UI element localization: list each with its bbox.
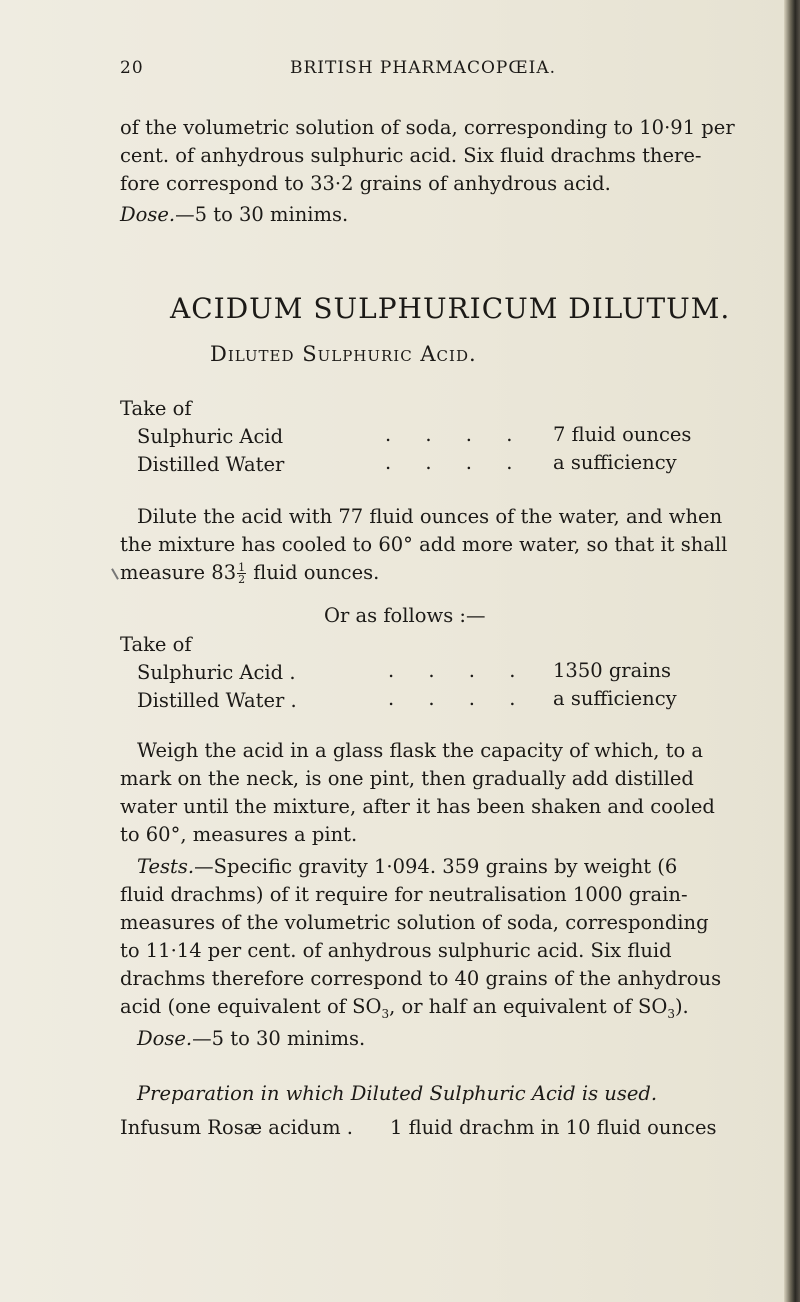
tests-line-6 <box>120 993 689 1028</box>
page-number: 20 <box>120 58 144 78</box>
monograph-subheading: Diluted Sulphuric Acid. <box>210 342 477 366</box>
page-edge <box>784 0 800 1302</box>
running-head <box>0 58 800 82</box>
instructions1-line-2: the mixture has cooled to 60° add more water, so that it shall <box>120 533 728 556</box>
running-title: BRITISH PHARMACOPŒIA. <box>290 58 557 78</box>
recipe1-item-name: Distilled Water <box>137 453 285 476</box>
instructions1-line-1: Dilute the acid with 77 fluid ounces of the water, and when <box>137 505 723 528</box>
measure-unit: fluid ounces. <box>247 561 380 584</box>
tests-line-2: fluid drachms) of it require for neutralisation 1000 grain- <box>120 883 688 906</box>
measure-text: measure 83 <box>120 561 237 584</box>
subscript: 3 <box>667 1006 675 1021</box>
tests-line-5: drachms therefore correspond to 40 grains of the anhydrous <box>120 967 722 990</box>
preparation-name: Infusum Rosæ acidum . <box>120 1116 353 1139</box>
monograph-dose <box>137 1025 365 1053</box>
tests-text: acid (one equivalent of SO <box>120 995 382 1018</box>
fraction-numerator: 1 <box>238 561 246 574</box>
recipe1-item-name: Sulphuric Acid <box>137 425 284 448</box>
preparation-amount: 1 fluid drachm in 10 fluid ounces <box>390 1116 717 1139</box>
take-of-1: Take of <box>120 397 192 420</box>
tests-line-3: measures of the volumetric solution of soda, corresponding <box>120 911 709 934</box>
instructions2-line-3: water until the mixture, after it has been shaken and cooled <box>120 795 715 818</box>
recipe2-item-amount: 1350 grains <box>553 659 672 682</box>
instructions2-line-4: to 60°, measures a pint. <box>120 823 358 846</box>
subscript: 3 <box>381 1006 390 1021</box>
recipe2-item-dots: . . . . <box>388 659 530 682</box>
margin-mark <box>111 568 119 579</box>
recipe2-item-name: Sulphuric Acid . <box>137 661 296 684</box>
instructions1-line-3 <box>120 559 379 587</box>
recipe1-item-dots: . . . . <box>385 451 527 474</box>
monograph-heading: ACIDUM SULPHURICUM DILUTUM. <box>170 292 731 325</box>
intro-line-1: of the volumetric solution of soda, corresponding to 10·91 per <box>120 116 735 139</box>
intro-line-3: fore correspond to 33·2 grains of anhydrous acid. <box>120 172 611 195</box>
preparation-heading: Preparation in which Diluted Sulphuric Acid is used. <box>137 1082 658 1105</box>
intro-line-2: cent. of anhydrous sulphuric acid. Six fluid drachms there- <box>120 144 702 167</box>
dose-value: —5 to 30 minims. <box>175 203 349 226</box>
fraction-half <box>237 562 246 585</box>
recipe2-item-name: Distilled Water . <box>137 689 297 712</box>
recipe1-item-dots: . . . . <box>385 423 527 446</box>
recipe2-item-dots: . . . . <box>388 687 530 710</box>
tests-label: Tests. <box>137 855 195 878</box>
tests-line-1 <box>137 853 677 881</box>
dose-label: Dose. <box>137 1027 193 1050</box>
tests-text: —Specific gravity 1·094. 359 grains by weight (6 <box>194 855 678 878</box>
instructions2-line-2: mark on the neck, is one pint, then gradually add distilled <box>120 767 694 790</box>
recipe1-item-amount: a sufficiency <box>553 451 677 474</box>
dose-value: —5 to 30 minims. <box>192 1027 366 1050</box>
instructions2-line-1: Weigh the acid in a glass flask the capacity of which, to a <box>137 739 704 762</box>
recipe1-item-amount: 7 fluid ounces <box>553 423 692 446</box>
tests-line-4: to 11·14 per cent. of anhydrous sulphuric acid. Six fluid <box>120 939 672 962</box>
tests-text: , or half an equivalent of SO <box>389 995 668 1018</box>
recipe2-item-amount: a sufficiency <box>553 687 677 710</box>
take-of-2: Take of <box>120 633 192 656</box>
or-as-follows: Or as follows :— <box>324 604 486 627</box>
fraction-denominator: 2 <box>238 573 246 586</box>
dose-label: Dose. <box>120 203 176 226</box>
intro-dose <box>120 201 348 229</box>
tests-text: ). <box>674 995 689 1018</box>
